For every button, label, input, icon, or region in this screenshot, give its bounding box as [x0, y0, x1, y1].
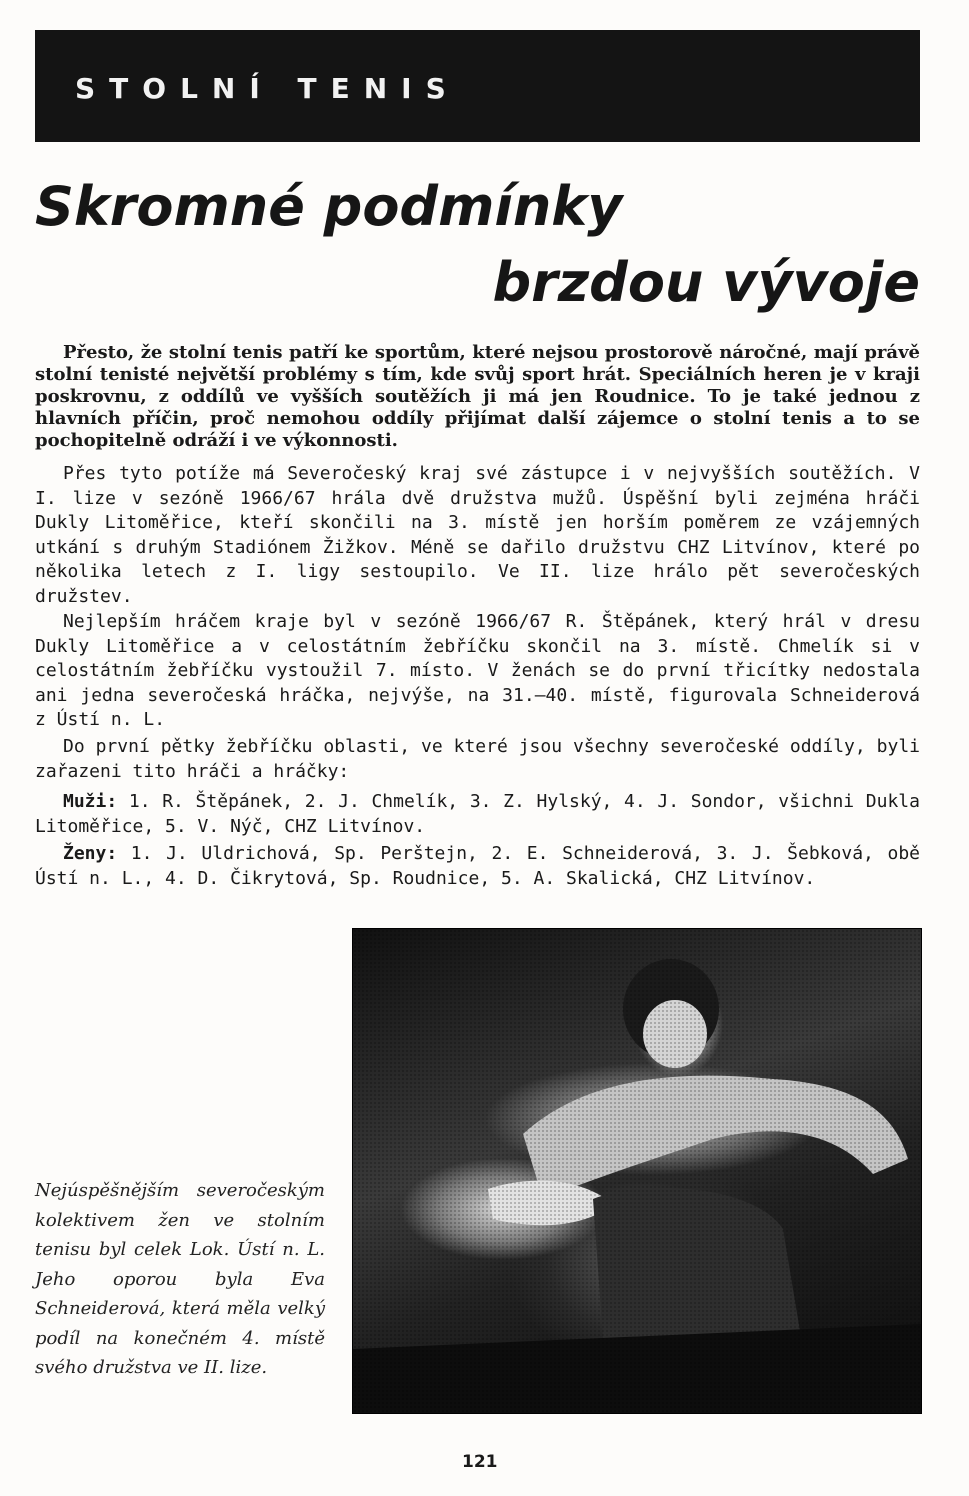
article-headline [35, 175, 920, 330]
women-ranking-text: 1. J. Uldrichová, Sp. Perštejn, 2. E. Schneiderová, 3. J. Šebková, obě Ústí n. L., 4. D. Čikrytová, Sp. Roudnice, 5. A. Skalická, CHZ Litvínov. [35, 843, 920, 889]
article-paragraph-3: Do první pětky žebříčku oblasti, ve které jsou všechny severočeské oddíly, byli zařazeni tito hráči a hráčky: [35, 736, 920, 782]
article-paragraph-1: Přes tyto potíže má Severočeský kraj své zástupce i v nejvyšších soutěžích. V I. lize v sezóně 1966/67 hrála dvě družstva mužů. Úspěšní byli zejména hráči Dukly Litoměřice, kteří skončili na 3. místě jen horším poměrem ze vzájemných utkání s druhým Stadiónem Žižkov. Méně se dařilo družstvu CHZ Litvínov, které po několika letech z I. ligy sestoupilo. Ve II. lize hrálo pět severočeských družstev. [35, 463, 920, 607]
player-photo [352, 928, 922, 1414]
headline-line-2: brzdou vývoje [492, 251, 920, 314]
headline-line-1: Skromné podmínky [35, 175, 623, 238]
men-ranking [35, 790, 920, 839]
article-paragraph-2: Nejlepším hráčem kraje byl v sezóně 1966/67 R. Štěpánek, který hrál v dresu Dukly Litoměřice a v celostátním žebříčku skončil na 3. místě. Chmelík si v celostátním žebříčku vystoužil 7. místo. V ženách se do první třicítky nedostala ani jedna severočeská hráčka, nejvýše, na 31.—40. místě, figurovala Schneiderová z Ústí n. L. [35, 611, 920, 730]
women-label: Ženy: [63, 843, 118, 864]
photo-illustration [353, 929, 921, 1413]
article-lead: Přesto, že stolní tenis patří ke sportům, které nejsou prostorově náročné, mají právě stolní tenisté největší problémy s tím, kde svůj sport hrát. Speciálních heren je v kraji poskrovnu, z oddílů ve vyšších soutěžích ji má jen Roudnice. To je také jednou z hlavních příčin, proč nemohou oddíly přijímat další zájemce o stolní tenis a to se pochopitelně odráží i ve výkonnosti. [35, 342, 920, 451]
halftone-texture [353, 929, 921, 1413]
photo-caption: Nejúspěšnějším severočeským kolektivem žen ve stolním tenisu byl celek Lok. Ústí n. L. Jeho oporou byla Eva Schneiderová, která měla velký podíl na konečném 4. místě svého družstva ve II. lize. [35, 1180, 325, 1378]
page-number: 121 [462, 1452, 498, 1472]
men-label: Muži: [63, 791, 118, 812]
men-ranking-text: 1. R. Štěpánek, 2. J. Chmelík, 3. Z. Hylský, 4. J. Sondor, všichni Dukla Litoměřice, 5. V. Nýč, CHZ Litvínov. [35, 791, 920, 837]
women-ranking [35, 842, 920, 891]
section-title: STOLNÍ TENIS [75, 72, 460, 105]
